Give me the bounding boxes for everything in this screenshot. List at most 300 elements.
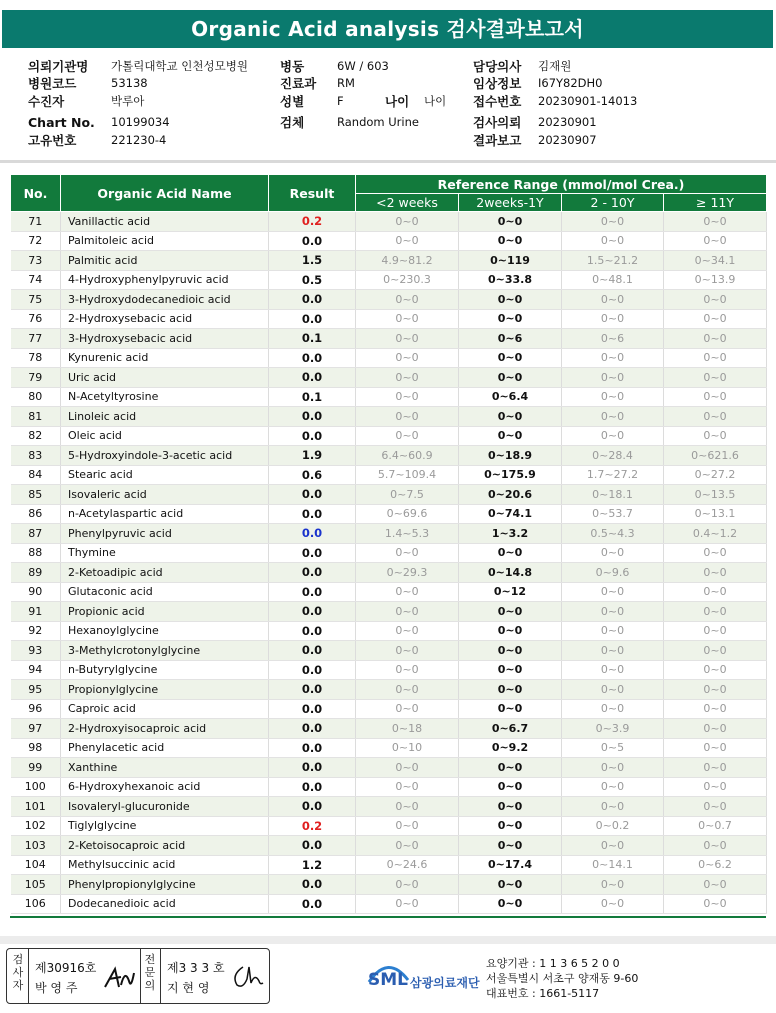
range-2-10y: 1.7~27.2 [562, 465, 664, 485]
result-value: 0.0 [269, 797, 356, 817]
acid-name: Palmitic acid [61, 251, 269, 271]
range-11y: 0~0 [664, 426, 767, 446]
org-location: 서울특별시 서초구 양재동 9-60 [486, 972, 639, 985]
range-2-10y: 0~0 [562, 582, 664, 602]
range-2-10y: 0.5~4.3 [562, 524, 664, 544]
range-lt-2weeks: 4.9~81.2 [356, 251, 459, 271]
row-number: 74 [11, 270, 61, 290]
info-value: I67Y82DH0 [538, 76, 603, 90]
info-value: Random Urine [337, 115, 419, 129]
table-row [11, 387, 767, 407]
range-2-10y: 0~0 [562, 426, 664, 446]
table-row [11, 212, 767, 232]
acid-name: Caproic acid [61, 699, 269, 719]
result-value: 0.0 [269, 524, 356, 544]
range-lt-2weeks: 0~10 [356, 738, 459, 758]
range-lt-2weeks: 0~0 [356, 797, 459, 817]
range-2weeks-1y: 0~0 [459, 680, 562, 700]
acid-name: 3-Hydroxydodecanedioic acid [61, 290, 269, 310]
info-label: 의뢰기관명 [28, 59, 89, 74]
table-row [11, 875, 767, 895]
acid-name: 4-Hydroxyphenylpyruvic acid [61, 270, 269, 290]
row-number: 96 [11, 699, 61, 719]
info-ward [280, 58, 304, 75]
table-row [11, 777, 767, 797]
range-lt-2weeks: 0~0 [356, 407, 459, 427]
header-no: No. [11, 175, 61, 212]
range-2weeks-1y: 0~0 [459, 758, 562, 778]
result-value: 0.0 [269, 485, 356, 505]
acid-name: 6-Hydroxyhexanoic acid [61, 777, 269, 797]
range-lt-2weeks: 0~18 [356, 719, 459, 739]
result-value: 1.5 [269, 251, 356, 271]
range-lt-2weeks: 0~0 [356, 582, 459, 602]
info-label: 담당의사 [473, 59, 522, 74]
range-11y: 0~0 [664, 212, 767, 232]
range-2weeks-1y: 0~0 [459, 641, 562, 661]
range-2weeks-1y: 0~0 [459, 816, 562, 836]
range-lt-2weeks: 0~0 [356, 699, 459, 719]
range-11y: 0~6.2 [664, 855, 767, 875]
result-value: 0.0 [269, 368, 356, 388]
range-11y: 0~0 [664, 680, 767, 700]
range-lt-2weeks: 0~0 [356, 290, 459, 310]
row-number: 95 [11, 680, 61, 700]
acid-name: 2-Ketoadipic acid [61, 563, 269, 583]
range-2-10y: 0~0 [562, 699, 664, 719]
row-number: 100 [11, 777, 61, 797]
specialist-license: 제3 3 3 호 [167, 961, 225, 975]
range-2weeks-1y: 0~0 [459, 621, 562, 641]
info-receipt [473, 93, 521, 110]
examiner-name: 박 영 주 [35, 981, 78, 995]
result-value: 0.0 [269, 543, 356, 563]
results-table [10, 174, 767, 914]
info-value: 10199034 [111, 115, 170, 129]
result-value: 0.0 [269, 738, 356, 758]
range-2weeks-1y: 0~0 [459, 309, 562, 329]
row-number: 94 [11, 660, 61, 680]
info-value: 박루아 [111, 94, 145, 108]
range-2weeks-1y: 0~0 [459, 836, 562, 856]
table-row [11, 602, 767, 622]
range-lt-2weeks: 0~69.6 [356, 504, 459, 524]
acid-name: Tiglylglycine [61, 816, 269, 836]
info-hospital [28, 58, 88, 75]
range-11y: 0~13.1 [664, 504, 767, 524]
row-number: 93 [11, 641, 61, 661]
row-number: 78 [11, 348, 61, 368]
acid-name: Dodecanedioic acid [61, 894, 269, 914]
range-2weeks-1y: 0~0 [459, 426, 562, 446]
table-row [11, 738, 767, 758]
table-row [11, 641, 767, 661]
info-label: 성별 [280, 94, 305, 109]
info-value: RM [337, 76, 355, 90]
acid-name: Hexanoylglycine [61, 621, 269, 641]
result-value: 0.0 [269, 407, 356, 427]
range-2-10y: 0~0 [562, 777, 664, 797]
acid-name: Uric acid [61, 368, 269, 388]
table-row [11, 719, 767, 739]
result-value: 0.0 [269, 777, 356, 797]
row-number: 91 [11, 602, 61, 622]
org-phone: 대표번호 : 1661-5117 [486, 987, 600, 1000]
info-value: 20230901 [538, 115, 597, 129]
range-lt-2weeks: 5.7~109.4 [356, 465, 459, 485]
range-2-10y: 0~0 [562, 231, 664, 251]
info-label: 검체 [280, 115, 305, 130]
range-11y: 0~0 [664, 582, 767, 602]
range-2-10y: 0~48.1 [562, 270, 664, 290]
range-lt-2weeks: 0~0 [356, 894, 459, 914]
divider [28, 949, 29, 1003]
range-2weeks-1y: 0~0 [459, 797, 562, 817]
range-2weeks-1y: 0~0 [459, 660, 562, 680]
row-number: 83 [11, 446, 61, 466]
result-value: 0.5 [269, 270, 356, 290]
row-number: 88 [11, 543, 61, 563]
specialist-label: 전문의 [144, 953, 156, 992]
row-number: 103 [11, 836, 61, 856]
range-lt-2weeks: 6.4~60.9 [356, 446, 459, 466]
header-name: Organic Acid Name [61, 175, 269, 212]
row-number: 82 [11, 426, 61, 446]
table-row [11, 270, 767, 290]
range-lt-2weeks: 0~7.5 [356, 485, 459, 505]
table-row [11, 426, 767, 446]
range-2weeks-1y: 0~6.4 [459, 387, 562, 407]
acid-name: 5-Hydroxyindole-3-acetic acid [61, 446, 269, 466]
info-value: 나이 [424, 94, 447, 108]
acid-name: Propionylglycine [61, 680, 269, 700]
info-value: 김재원 [538, 59, 572, 73]
result-value: 1.2 [269, 855, 356, 875]
table-row [11, 485, 767, 505]
range-11y: 0~0 [664, 368, 767, 388]
range-11y: 0~0 [664, 621, 767, 641]
range-2weeks-1y: 0~0 [459, 231, 562, 251]
examiner-license: 제30916호 [35, 961, 97, 975]
result-value: 0.0 [269, 894, 356, 914]
range-2weeks-1y: 0~0 [459, 407, 562, 427]
org-name: 삼광의료재단 [410, 976, 480, 990]
info-value: F [337, 94, 344, 108]
table-row [11, 621, 767, 641]
range-2weeks-1y: 0~0 [459, 348, 562, 368]
range-2weeks-1y: 0~18.9 [459, 446, 562, 466]
range-2weeks-1y: 0~14.8 [459, 563, 562, 583]
row-number: 87 [11, 524, 61, 544]
table-row [11, 329, 767, 349]
range-11y: 0~0 [664, 407, 767, 427]
examiner-signature-icon [101, 963, 137, 993]
range-11y: 0.4~1.2 [664, 524, 767, 544]
range-2-10y: 0~9.6 [562, 563, 664, 583]
range-11y: 0~0 [664, 777, 767, 797]
info-label: 검사의뢰 [473, 115, 522, 130]
range-2-10y: 0~3.9 [562, 719, 664, 739]
row-number: 89 [11, 563, 61, 583]
row-number: 85 [11, 485, 61, 505]
range-2-10y: 0~0 [562, 758, 664, 778]
result-value: 0.0 [269, 309, 356, 329]
row-number: 99 [11, 758, 61, 778]
range-11y: 0~0 [664, 797, 767, 817]
org-address [486, 956, 638, 1001]
range-2-10y: 0~0 [562, 368, 664, 388]
row-number: 76 [11, 309, 61, 329]
range-lt-2weeks: 0~0 [356, 426, 459, 446]
range-2-10y: 0~28.4 [562, 446, 664, 466]
range-11y: 0~0 [664, 543, 767, 563]
info-clinical [473, 75, 521, 92]
divider [0, 160, 776, 163]
row-number: 105 [11, 875, 61, 895]
row-number: 80 [11, 387, 61, 407]
range-11y: 0~13.9 [664, 270, 767, 290]
examiner-label: 검사자 [12, 953, 24, 992]
divider [160, 949, 161, 1003]
acid-name: Phenylpyruvic acid [61, 524, 269, 544]
range-lt-2weeks: 0~0 [356, 348, 459, 368]
range-2weeks-1y: 0~0 [459, 894, 562, 914]
acid-name: Linoleic acid [61, 407, 269, 427]
info-value: 53138 [111, 76, 148, 90]
range-2weeks-1y: 0~17.4 [459, 855, 562, 875]
range-2weeks-1y: 0~0 [459, 543, 562, 563]
specialist-signature-icon [229, 961, 265, 991]
range-2-10y: 0~0 [562, 680, 664, 700]
info-value: 6W / 603 [337, 59, 389, 73]
range-lt-2weeks: 0~0 [356, 543, 459, 563]
info-department [280, 75, 316, 92]
range-lt-2weeks: 0~0 [356, 777, 459, 797]
info-report [473, 132, 521, 149]
result-value: 0.1 [269, 329, 356, 349]
info-doctor [473, 58, 521, 75]
result-value: 0.0 [269, 231, 356, 251]
acid-name: Xanthine [61, 758, 269, 778]
range-2weeks-1y: 0~0 [459, 290, 562, 310]
info-label: 결과보고 [473, 133, 522, 148]
info-chart-no [28, 114, 95, 131]
range-2weeks-1y: 0~0 [459, 212, 562, 232]
row-number: 104 [11, 855, 61, 875]
table-row [11, 816, 767, 836]
table-row [11, 231, 767, 251]
range-2weeks-1y: 0~119 [459, 251, 562, 271]
info-value: 20230907 [538, 133, 597, 147]
range-2weeks-1y: 0~175.9 [459, 465, 562, 485]
range-11y: 0~0 [664, 563, 767, 583]
header-reference: Reference Range (mmol/mol Crea.) [356, 175, 767, 194]
info-label: 나이 [385, 94, 410, 109]
range-2-10y: 0~0 [562, 660, 664, 680]
acid-name: Phenylacetic acid [61, 738, 269, 758]
acid-name: Stearic acid [61, 465, 269, 485]
table-row [11, 797, 767, 817]
range-2-10y: 0~0 [562, 387, 664, 407]
range-lt-2weeks: 0~0 [356, 816, 459, 836]
acid-name: n-Butyrylglycine [61, 660, 269, 680]
range-lt-2weeks: 0~0 [356, 758, 459, 778]
table-row [11, 836, 767, 856]
row-number: 106 [11, 894, 61, 914]
info-value: 20230901-14013 [538, 94, 638, 108]
acid-name: 2-Ketoisocaproic acid [61, 836, 269, 856]
range-2-10y: 0~0 [562, 407, 664, 427]
acid-name: Glutaconic acid [61, 582, 269, 602]
row-number: 98 [11, 738, 61, 758]
result-value: 0.0 [269, 680, 356, 700]
range-2weeks-1y: 0~20.6 [459, 485, 562, 505]
info-value: 가톨릭대학교 인천성모병원 [111, 59, 248, 73]
result-value: 0.0 [269, 348, 356, 368]
row-number: 101 [11, 797, 61, 817]
range-2-10y: 0~53.7 [562, 504, 664, 524]
range-11y: 0~0 [664, 719, 767, 739]
range-2-10y: 0~0 [562, 290, 664, 310]
row-number: 72 [11, 231, 61, 251]
range-2weeks-1y: 0~0 [459, 699, 562, 719]
table-row [11, 894, 767, 914]
info-label: 병원코드 [28, 76, 77, 91]
table-row [11, 407, 767, 427]
range-lt-2weeks: 0~0 [356, 387, 459, 407]
result-value: 0.0 [269, 875, 356, 895]
footer-band [0, 936, 776, 944]
result-value: 0.0 [269, 660, 356, 680]
range-11y: 0~0 [664, 309, 767, 329]
result-value: 0.1 [269, 387, 356, 407]
patient-info [0, 58, 776, 154]
range-lt-2weeks: 0~0 [356, 368, 459, 388]
range-lt-2weeks: 0~0 [356, 602, 459, 622]
range-11y: 0~0 [664, 329, 767, 349]
row-number: 71 [11, 212, 61, 232]
result-value: 0.0 [269, 504, 356, 524]
range-11y: 0~13.5 [664, 485, 767, 505]
range-2-10y: 0~0 [562, 894, 664, 914]
row-number: 79 [11, 368, 61, 388]
row-number: 97 [11, 719, 61, 739]
result-value: 0.2 [269, 816, 356, 836]
info-label: 수진자 [28, 94, 65, 109]
acid-name: 3-Methylcrotonylglycine [61, 641, 269, 661]
table-row [11, 699, 767, 719]
range-11y: 0~0 [664, 738, 767, 758]
row-number: 84 [11, 465, 61, 485]
row-number: 102 [11, 816, 61, 836]
info-label: 임상정보 [473, 76, 522, 91]
table-row [11, 680, 767, 700]
info-request [473, 114, 521, 131]
range-lt-2weeks: 0~230.3 [356, 270, 459, 290]
result-value: 0.0 [269, 426, 356, 446]
range-11y: 0~0 [664, 290, 767, 310]
result-value: 0.0 [269, 602, 356, 622]
range-2weeks-1y: 0~74.1 [459, 504, 562, 524]
range-lt-2weeks: 0~29.3 [356, 563, 459, 583]
sml-logo [366, 960, 486, 996]
signature-box [6, 948, 270, 1004]
table-row [11, 348, 767, 368]
acid-name: Methylsuccinic acid [61, 855, 269, 875]
table-row [11, 543, 767, 563]
range-2-10y: 0~0 [562, 875, 664, 895]
row-number: 73 [11, 251, 61, 271]
range-lt-2weeks: 0~0 [356, 212, 459, 232]
range-2weeks-1y: 0~12 [459, 582, 562, 602]
range-lt-2weeks: 0~0 [356, 641, 459, 661]
acid-name: Thymine [61, 543, 269, 563]
result-value: 0.0 [269, 290, 356, 310]
result-value: 0.0 [269, 582, 356, 602]
range-2weeks-1y: 0~0 [459, 368, 562, 388]
range-2-10y: 0~6 [562, 329, 664, 349]
range-11y: 0~0.7 [664, 816, 767, 836]
range-11y: 0~0 [664, 641, 767, 661]
row-number: 81 [11, 407, 61, 427]
range-2weeks-1y: 0~6 [459, 329, 562, 349]
divider [140, 949, 141, 1003]
range-lt-2weeks: 0~0 [356, 836, 459, 856]
result-value: 0.0 [269, 563, 356, 583]
acid-name: Kynurenic acid [61, 348, 269, 368]
header-range: <2 weeks [356, 194, 459, 212]
table-row [11, 758, 767, 778]
header-range: 2weeks-1Y [459, 194, 562, 212]
table-row [11, 446, 767, 466]
acid-name: Palmitoleic acid [61, 231, 269, 251]
result-value: 0.0 [269, 621, 356, 641]
table-row [11, 524, 767, 544]
range-11y: 0~0 [664, 758, 767, 778]
range-2-10y: 1.5~21.2 [562, 251, 664, 271]
range-2-10y: 0~14.1 [562, 855, 664, 875]
range-lt-2weeks: 0~24.6 [356, 855, 459, 875]
table-row [11, 251, 767, 271]
range-2weeks-1y: 0~9.2 [459, 738, 562, 758]
range-lt-2weeks: 0~0 [356, 231, 459, 251]
info-label: 고유번호 [28, 133, 77, 148]
range-2weeks-1y: 0~33.8 [459, 270, 562, 290]
acid-name: 2-Hydroxyisocaproic acid [61, 719, 269, 739]
acid-name: 2-Hydroxysebacic acid [61, 309, 269, 329]
range-11y: 0~0 [664, 699, 767, 719]
range-lt-2weeks: 0~0 [356, 875, 459, 895]
row-number: 92 [11, 621, 61, 641]
range-2-10y: 0~0 [562, 212, 664, 232]
info-age [385, 93, 409, 110]
info-value: 221230-4 [111, 133, 167, 147]
acid-name: Isovaleryl-glucuronide [61, 797, 269, 817]
header-result: Result [269, 175, 356, 212]
range-11y: 0~621.6 [664, 446, 767, 466]
range-2-10y: 0~5 [562, 738, 664, 758]
logo-text: SML [368, 970, 408, 990]
range-11y: 0~27.2 [664, 465, 767, 485]
range-2weeks-1y: 0~6.7 [459, 719, 562, 739]
range-2-10y: 0~0 [562, 797, 664, 817]
info-label: Chart No. [28, 115, 95, 130]
result-value: 0.0 [269, 836, 356, 856]
info-specimen [280, 114, 304, 131]
info-label: 접수번호 [473, 94, 522, 109]
range-2-10y: 0~0 [562, 543, 664, 563]
result-value: 1.9 [269, 446, 356, 466]
